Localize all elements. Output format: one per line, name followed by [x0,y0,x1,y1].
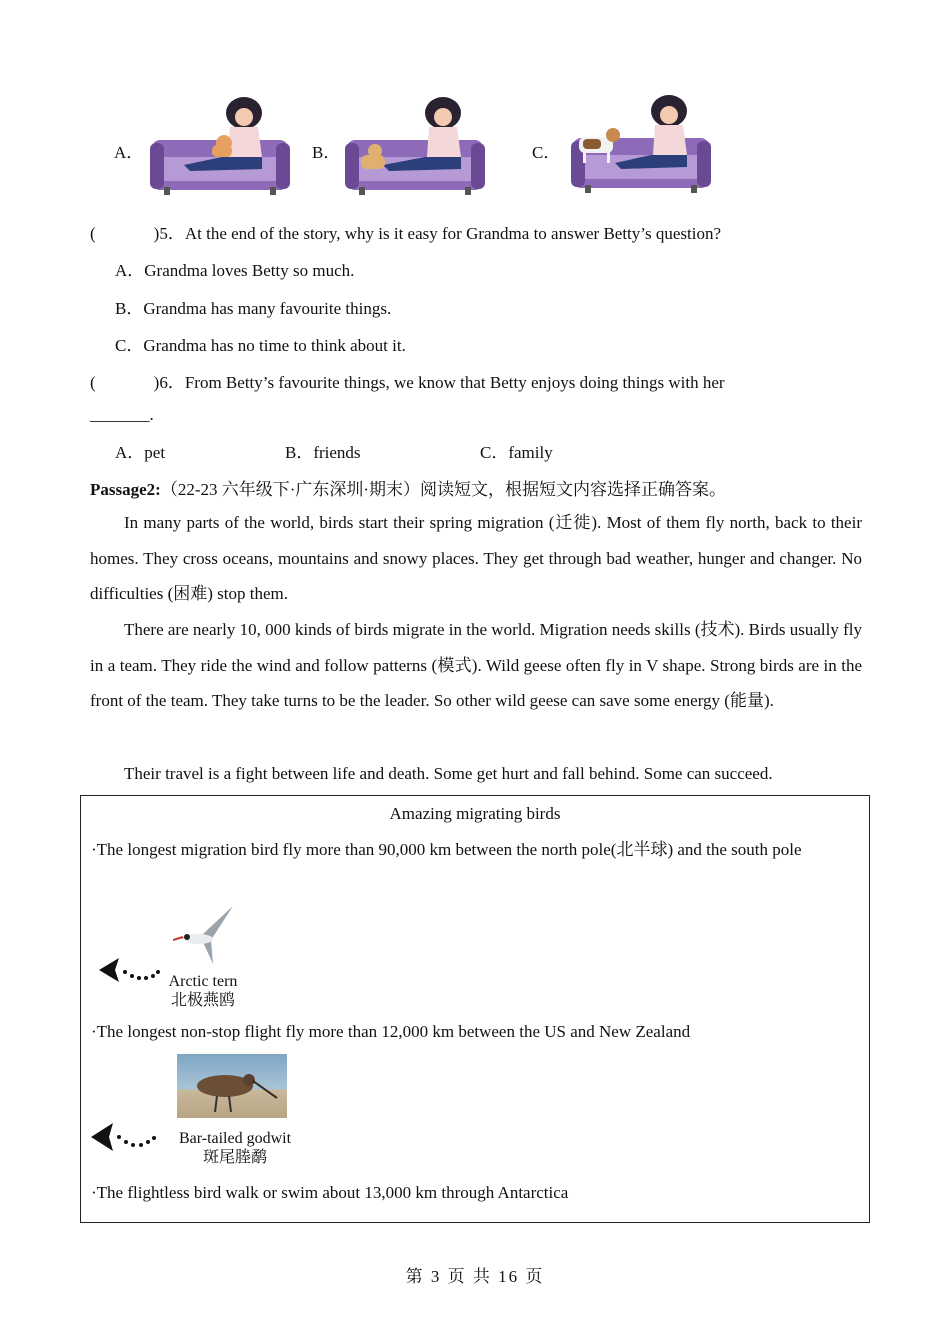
q5-option-b: B．Grandma has many favourite things. [115,299,392,318]
question-number: 5． [159,224,185,243]
passage-paragraph-3: Their travel is a fight between life and death. Some get hurt and fall behind. Some can succeed. [124,764,773,783]
passage2-heading [90,475,726,500]
arctic-tern-icon [173,906,235,966]
bar-tailed-godwit-label: Bar-tailed godwit 斑尾塍鹬 [178,1130,292,1166]
question-6: ( )6．From Betty’s favourite things, we know that Betty enjoys doing things with her [90,373,725,392]
question-text: At the end of the story, why is it easy for Grandma to answer Betty’s question? [184,224,722,243]
q6-option-c: C．family [480,443,553,462]
box-item-1: ·The longest migration bird fly more than 90,000 km between the north pole(北半球) and the south pole [91,840,802,859]
passage-paragraph-1: In many parts of the world, birds start their spring migration (迁徙). Most of them fly north, back to their homes. They cross oceans, mountains and snowy places. They get through bad weather, hunger and changer. No difficulties (困难) stop them. [90,513,862,603]
sofa-woman-dog-held-illustration [150,95,290,205]
option-c-label: C． [532,143,561,162]
option-a-label: A． [114,143,144,162]
q5-option-c: C．Grandma has no time to think about it. [115,336,406,355]
answer-paren-open: ( [90,373,96,392]
sofa-woman-beagle-illustration [568,93,714,203]
answer-paren-open: ( [90,224,96,243]
passage-paragraph-2: There are nearly 10, 000 kinds of birds migrate in the world. Migration needs skills (技术). Birds usually fly in a team. They ride the wind and follow patterns (模式). Wild geese often fly in V shape. Strong birds are in the front of the team. They take turns to be the leader. So other wild geese can save some energy (能量). [90,620,862,710]
q6-option-b: B．friends [285,443,361,462]
passage-label: Passage2: [90,480,161,499]
q6-option-a: A．pet [115,443,166,462]
box-title: Amazing migrating birds [389,804,561,823]
question-5: ( )5．At the end of the story, why is it easy for Grandma to answer Betty’s question? [90,224,722,243]
option-b-label: B． [312,143,341,162]
migrating-birds-box [80,795,870,1223]
bar-tailed-godwit-photo [177,1054,287,1118]
page-footer: 第 3 页 共 16 页 [405,1267,545,1286]
box-item-2: ·The longest non-stop flight fly more than 12,000 km between the US and New Zealand [91,1022,691,1041]
question-text: From Betty’s favourite things, we know that Betty enjoys doing things with her [184,373,725,392]
q5-option-a: A．Grandma loves Betty so much. [115,261,355,280]
q6-fill-blank: _______. [90,405,154,424]
arrow-dotted-left-icon [91,1123,157,1155]
sofa-woman-dog-beside-illustration [345,95,485,205]
arctic-tern-label: Arctic tern 北极燕鸥 [168,973,238,1009]
passage-source: （22-23 六年级下·广东深圳·期末）阅读短文，根据短文内容选择正确答案。 [160,480,727,499]
box-item-3: ·The flightless bird walk or swim about 13,000 km through Antarctica [91,1183,569,1202]
arrow-dotted-left-icon [99,958,161,988]
question-number: 6． [159,373,185,392]
